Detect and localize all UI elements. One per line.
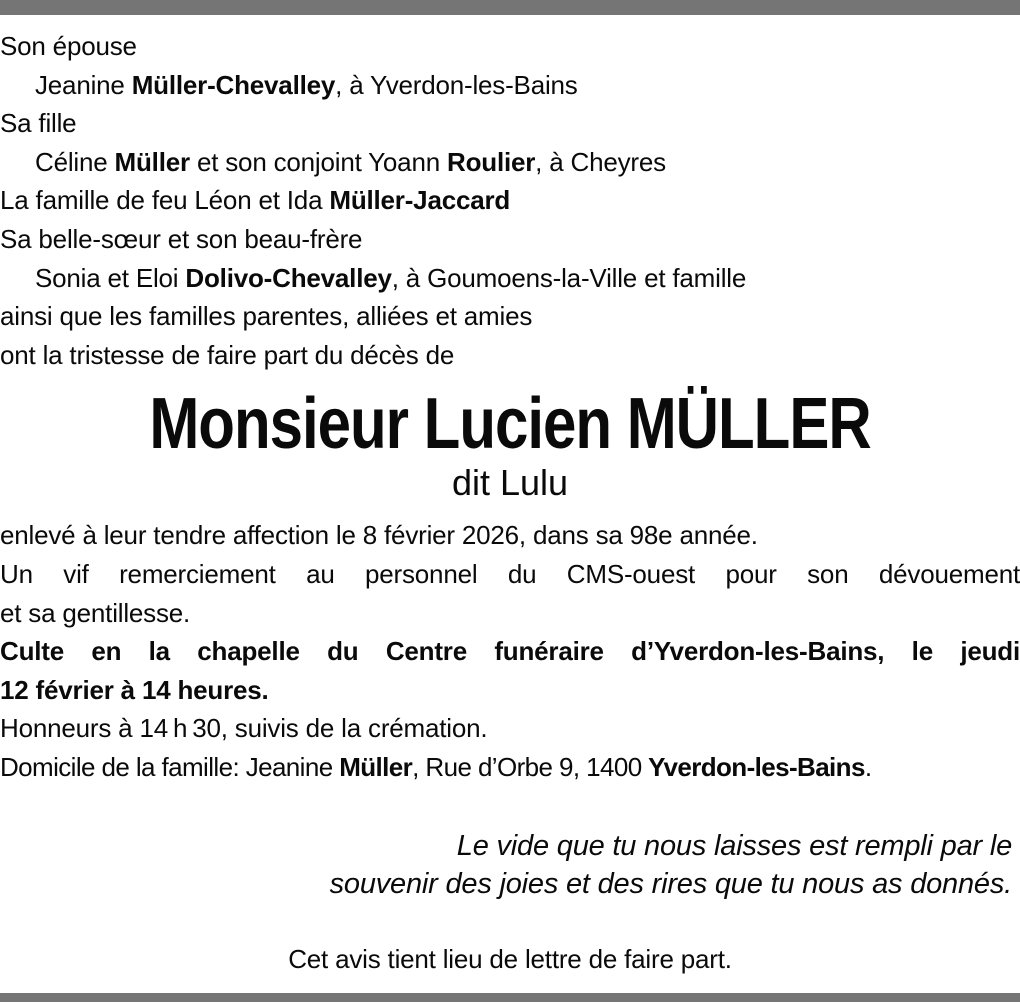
family-line	[0, 297, 1020, 336]
text-segment-bold: Müller-Jaccard	[329, 185, 511, 216]
notice-content	[0, 15, 1020, 978]
family-line	[0, 259, 1020, 298]
text-segment: Sa belle-sœur et son beau-frère	[0, 223, 363, 254]
text-segment-bold: Müller-Chevalley	[131, 69, 336, 100]
text-segment-bold: Dolivo-Chevalley	[185, 262, 392, 293]
memorial-quote	[0, 827, 1020, 904]
text-segment: , à Yverdon-les-Bains	[335, 69, 578, 100]
top-border-bar	[0, 0, 1020, 15]
family-line	[0, 66, 1020, 105]
text-segment: .	[864, 751, 872, 782]
bottom-border-bar	[0, 993, 1020, 1002]
body-line	[0, 516, 1020, 555]
body-line	[0, 594, 1020, 633]
text-segment-bold: Culte en la chapelle du Centre funéraire d’Yverdon-les-Bains, le jeudi	[0, 636, 1020, 667]
text-segment: Jeanine	[35, 69, 132, 100]
closing-statement: Cet avis tient lieu de lettre de faire part.	[288, 943, 732, 974]
text-segment: ainsi que les familles parentes, alliées et amies	[0, 301, 533, 332]
text-segment-bold: Müller	[114, 146, 190, 177]
quote-line: Le vide que tu nous laisses est rempli par le	[456, 829, 1012, 862]
family-line	[0, 27, 1020, 66]
notice-body	[0, 516, 1020, 786]
text-segment: enlevé à leur tendre affection le 8 février 2026, dans sa 98e année.	[0, 520, 758, 551]
text-segment: Un vif remerciement au personnel du CMS-ouest pour son dévouement	[0, 558, 1020, 589]
text-segment: Honneurs à 14 h 30, suivis de la crémation.	[0, 713, 488, 744]
text-segment: Sonia et Eloi	[35, 262, 186, 293]
text-segment: Céline	[35, 146, 115, 177]
text-segment-bold: Müller	[339, 751, 413, 782]
text-segment: La famille de feu Léon et Ida	[0, 185, 330, 216]
family-line	[0, 143, 1020, 182]
quote-line: souvenir des joies et des rires que tu nous as donnés.	[329, 868, 1012, 901]
text-segment: Son épouse	[0, 31, 137, 61]
family-line	[0, 220, 1020, 259]
body-line-ceremony	[0, 671, 1020, 710]
text-segment: ont la tristesse de faire part du décès de	[0, 339, 455, 370]
family-line	[0, 336, 1020, 375]
text-segment: Domicile de la famille: Jeanine	[0, 751, 340, 782]
text-segment-bold: Yverdon-les-Bains	[648, 751, 865, 782]
text-segment: et son conjoint Yoann	[189, 146, 447, 177]
deceased-name-title: Monsieur Lucien MÜLLER	[149, 383, 871, 464]
text-segment: , à Goumoens-la-Ville et famille	[391, 262, 747, 293]
body-line	[0, 709, 1020, 748]
text-segment: , à Cheyres	[535, 146, 666, 177]
family-line	[0, 181, 1020, 220]
body-line-ceremony	[0, 632, 1020, 671]
text-segment: , Rue d’Orbe 9, 1400	[412, 751, 649, 782]
family-line	[0, 104, 1020, 143]
text-segment-bold: Roulier	[447, 146, 536, 177]
text-segment-bold: 12 février à 14 heures.	[0, 674, 269, 705]
body-line-address	[0, 748, 1020, 787]
text-segment: Sa fille	[0, 108, 77, 139]
text-segment: et sa gentillesse.	[0, 597, 191, 628]
body-line	[0, 555, 1020, 594]
deceased-nickname: dit Lulu	[451, 462, 569, 504]
